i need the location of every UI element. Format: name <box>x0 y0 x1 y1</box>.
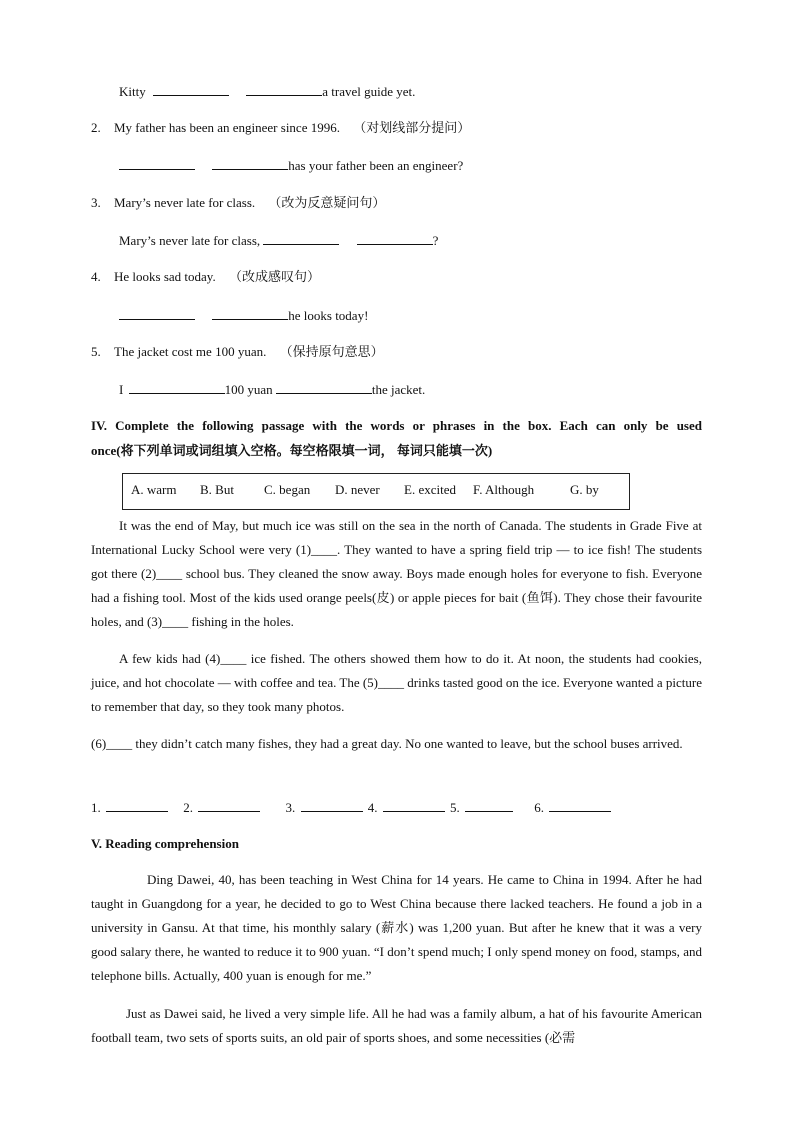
word-option: D. never <box>335 482 380 497</box>
answer-blank-2[interactable] <box>198 799 260 812</box>
section-v-heading: V. Reading comprehension <box>91 836 239 851</box>
question-3: 3. Mary’s never late for class. （改为反意疑问句） <box>91 195 386 210</box>
q5-answer-line: I 100 yuan the jacket. <box>119 382 426 397</box>
answer-blank-3[interactable] <box>301 799 363 812</box>
q4-answer-line: he looks today! <box>119 307 368 324</box>
answer-blank[interactable] <box>212 157 288 170</box>
passage-paragraph-1: It was the end of May, but much ice was still on the sea in the north of Canada. The students in Grade Five at International Lucky School were very (1)____. They wanted to have a spring field trip — to ice fish! The students got there (2)____ school bus. They cleaned the snow away. Boys made enough holes for everyone to fish. Everyone had a fishing tool. Most of the kids used orange peels(皮) or apple pieces for bait (鱼饵). They chose their favourite holes, and (3)____ fishing in the holes. <box>91 518 702 629</box>
answer-blank-4[interactable] <box>383 799 445 812</box>
answer-blank[interactable] <box>212 307 288 320</box>
answer-blank[interactable] <box>153 83 229 96</box>
answer-row: 1. 2. 3. 4. 5. 6. <box>91 799 611 816</box>
passage-paragraph-2: A few kids had (4)____ ice fished. The others showed them how to do it. At noon, the students had cookies, juice, and hot chocolate — with coffee and tea. The (5)____ drinks tasted good on the ice. Everyone wanted a picture to remember that day, so they took many photos. <box>91 651 702 714</box>
word-option: B. But <box>200 482 234 497</box>
word-option: G. by <box>570 482 599 497</box>
passage-paragraph-3: (6)____ they didn’t catch many fishes, they had a great day. No one wanted to leave, but the school buses arrived. <box>91 736 683 751</box>
word-option: C. began <box>264 482 311 497</box>
answer-blank[interactable] <box>119 307 195 320</box>
section-iv-heading-line1: IV. Complete the following passage with the words or phrases in the box. Each can only be used <box>91 418 702 433</box>
question-2: 2. My father has been an engineer since 1996. （对划线部分提问） <box>91 120 471 135</box>
word-option: E. excited <box>404 482 456 497</box>
answer-blank[interactable] <box>129 381 225 394</box>
section-iv-heading-line2: once(将下列单词或词组填入空格。每空格限填一词， 每词只能填一次) <box>91 443 493 458</box>
answer-blank[interactable] <box>246 83 322 96</box>
question-5: 5. The jacket cost me 100 yuan. （保持原句意思） <box>91 344 384 359</box>
answer-blank-6[interactable] <box>549 799 611 812</box>
question-4: 4. He looks sad today. （改成感叹句） <box>91 269 320 284</box>
word-box <box>122 473 630 510</box>
q1-answer-line: Kitty a travel guide yet. <box>119 84 416 99</box>
answer-blank-5[interactable] <box>465 799 513 812</box>
answer-blank[interactable] <box>276 381 372 394</box>
word-option: F. Although <box>473 482 535 497</box>
answer-blank-1[interactable] <box>106 799 168 812</box>
reading-paragraph-2: Just as Dawei said, he lived a very simple life. All he had was a family album, a hat of his favourite American football team, two sets of sports suits, an old pair of sports shoes, and some necessities (必需 <box>91 1006 702 1045</box>
answer-blank[interactable] <box>263 232 339 245</box>
answer-blank[interactable] <box>119 157 195 170</box>
q2-answer-line: has your father been an engineer? <box>119 157 463 174</box>
word-option: A. warm <box>131 482 177 497</box>
answer-blank[interactable] <box>357 232 433 245</box>
reading-paragraph-1: Ding Dawei, 40, has been teaching in West China for 14 years. He came to China in 1994. After he had taught in Guangdong for a year, he decided to go to West China because there lacked teachers. He found a job in a university in Gansu. At that time, his monthly salary (薪水) was 1,200 yuan. But after he knew that it was a very good salary there, he wanted to reduce it to 900 yuan. “I don’t spend much; I only spend money on food, stamps, and telephone bills. Actually, 400 yuan is enough for me.” <box>91 872 702 983</box>
q3-answer-line: Mary’s never late for class, ? <box>119 233 439 248</box>
